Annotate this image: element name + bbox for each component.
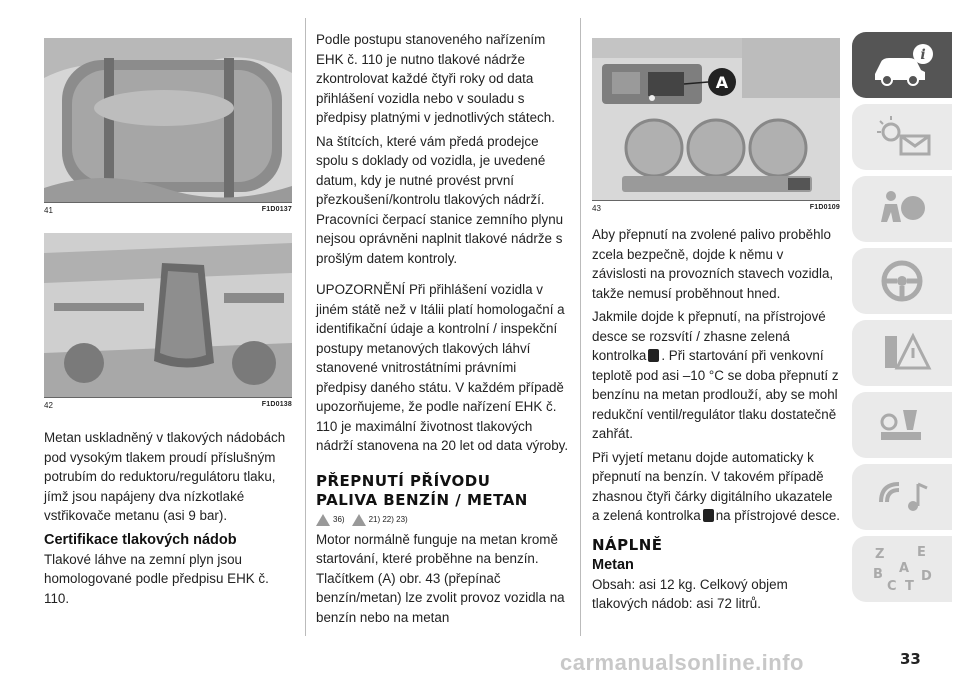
multimedia-icon — [867, 472, 937, 522]
column-divider — [305, 18, 306, 636]
tab-safety[interactable] — [852, 176, 952, 242]
page-number: 33 — [900, 650, 921, 668]
paragraph: Obsah: asi 12 kg. Celkový objem tlakových nádob: asi 72 litrů. — [592, 576, 788, 611]
paragraph: UPOZORNĚNÍ Při přihlášení vozidla v jiném státě než v Itálii platí homologační a identifikační údaje a kontrolní / inspekční postupy metanových tlakových láhví stanovené vnitrostátními právními předpisy daného státu. V každém případě upozorňujeme, že podle nařízení EHK č. 110 je maximální životnost tlakových nádrží stanovena na 20 let od data výroby. — [316, 282, 569, 453]
warning-lights-icon — [867, 112, 937, 162]
paragraph: Podle postupu stanoveného nařízením EHK č. 110 je nutno tlakové nádrže zkontrolovat každé čtyři roky od data přihlášení vozidla nebo v souladu s předpisy platnými v jednotlivých státech. — [316, 32, 555, 125]
svg-text:i: i — [920, 47, 926, 63]
tab-warning-lights[interactable] — [852, 104, 952, 170]
tab-emergency[interactable] — [852, 320, 952, 386]
figure-41-caption — [44, 203, 292, 219]
figure-code: F1D0109 — [809, 204, 840, 211]
figure-43-caption — [592, 201, 840, 217]
warning-triangle-icon — [316, 514, 330, 526]
airbag-icon — [867, 184, 937, 234]
tab-maintenance[interactable] — [852, 392, 952, 458]
figure-code: F1D0137 — [261, 206, 292, 213]
section-heading: NÁPLNĚ — [592, 535, 663, 554]
fuel-pump-icon — [648, 349, 659, 362]
tab-starting-driving[interactable] — [852, 248, 952, 314]
column-3 — [592, 0, 840, 618]
tab-multimedia[interactable] — [852, 464, 952, 530]
figure-41-fuel-tank — [44, 38, 292, 202]
wrench-warning-icon — [867, 328, 937, 378]
figure-number: 43 — [592, 204, 601, 213]
subheading: Metan — [592, 556, 634, 573]
svg-text:T: T — [905, 579, 914, 594]
warning-triangle-icon — [352, 514, 366, 526]
svg-text:A: A — [899, 561, 910, 576]
figure-code: F1D0138 — [261, 401, 292, 408]
fuel-pump-icon — [703, 509, 714, 522]
paragraph: Motor normálně funguje na metan kromě startování, které proběhne na benzín. Tlačítkem (A) obr. 43 (přepínač benzín/metan) lze zvolit provoz vozidla na benzín nebo na metan — [316, 531, 565, 625]
figure-number: 41 — [44, 206, 53, 215]
figure-number: 42 — [44, 401, 53, 410]
callout-label: A — [715, 73, 729, 92]
chapter-sidebar — [852, 32, 952, 608]
tab-vehicle-info[interactable] — [852, 32, 952, 98]
paragraph: Tlakové láhve na zemní plyn jsou homologované podle předpisu EHK č. 110. — [44, 551, 269, 606]
svg-text:C: C — [887, 579, 897, 594]
svg-text:B: B — [873, 567, 883, 582]
maintenance-tools-icon — [867, 400, 937, 450]
car-info-icon — [867, 40, 937, 90]
fuel-tank-illustration — [44, 38, 292, 202]
index-letters-icon — [867, 544, 937, 594]
paragraph: Metan uskladněný v tlakových nádobách pod vysokým tlakem proudí příslušným potrubím do reduktoru/regulátoru tlaku, jímž jsou napájeny dva nízkotlaké vstřikovače metanu (asi 9 bar). — [44, 430, 286, 523]
paragraph: Aby přepnutí na zvolené palivo proběhlo zcela bezpečně, dojde k němu v závislosti na provozních stavech vozidla, takže nemusí proběhnout hned. — [592, 227, 834, 301]
warning-references: 36) 21) 22) 23) — [316, 514, 570, 526]
svg-text:D: D — [921, 569, 932, 584]
svg-text:Z: Z — [875, 547, 885, 562]
dashboard-switch-illustration — [592, 38, 840, 200]
figure-42-underbody — [44, 233, 292, 397]
section-heading: PŘEPNUTÍ PŘÍVODU PALIVA BENZÍN / METAN — [316, 471, 528, 509]
watermark: carmanualsonline.info — [560, 650, 804, 675]
underbody-illustration — [44, 233, 292, 397]
paragraph: Při vyjetí metanu dojde automaticky k přepnutí na benzín. V takovém případě zhasnou čtyři čárky digitálního ukazatele a zelená kontrolka na přístrojové desce. — [592, 449, 840, 523]
steering-wheel-icon — [867, 256, 937, 306]
column-1 — [44, 0, 292, 612]
tab-index[interactable] — [852, 536, 952, 602]
figure-42-caption — [44, 398, 292, 414]
svg-text:E: E — [917, 545, 926, 560]
column-2 — [316, 30, 570, 631]
subheading: Certifikace tlakových nádob — [44, 531, 237, 548]
paragraph: Na štítcích, které vám předá prodejce spolu s doklady od vozidla, je uvedené datum, kdy je nutné provést první přezkoušení/kontrolu tlakových nádrží. Pracovníci čerpací stanice zemního plynu nejsou oprávněni naplnit tlakové nádrže s prošlým datem kontroly. — [316, 133, 564, 266]
figure-43-dashboard-switch — [592, 38, 840, 200]
column-divider — [580, 18, 581, 636]
paragraph: Jakmile dojde k přepnutí, na přístrojové desce se rozsvítí / zhasne zelená kontrolka . Při startování při venkovní teplotě pod asi –10 °C se doba přepnutí z benzínu na metan prodlouží, aby se mohl redukční ventil/regulátor tlaku dostatečně zahřát. — [592, 309, 839, 441]
